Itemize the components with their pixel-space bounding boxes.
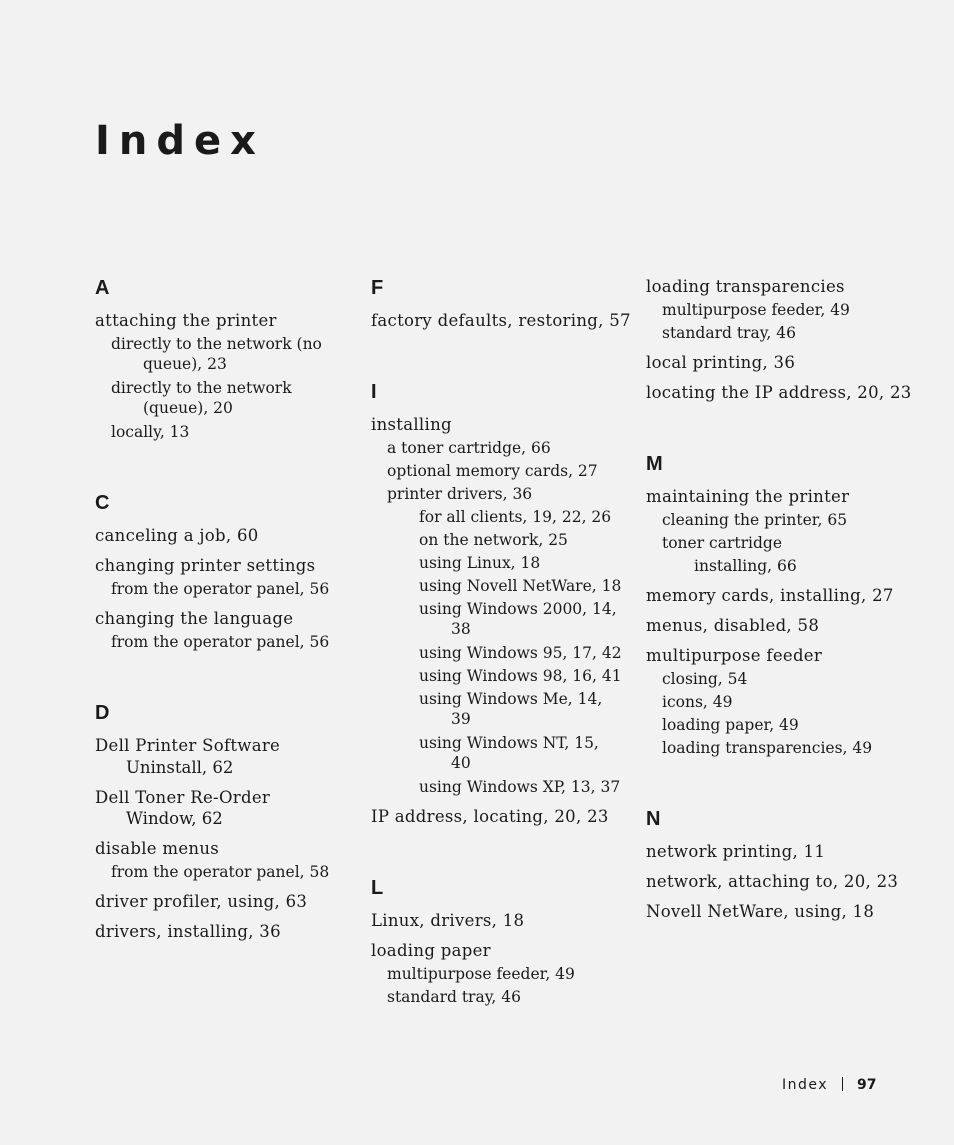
- index-subentry: standard tray, 46: [662, 324, 796, 342]
- index-subsubentry: using Windows 2000, 14,: [419, 600, 617, 618]
- index-subentry: multipurpose feeder, 49: [662, 301, 850, 319]
- index-subsubentry: using Windows XP, 13, 37: [419, 778, 621, 796]
- section-letter-f: F: [371, 277, 384, 299]
- index-subentry: a toner cartridge, 66: [387, 439, 551, 457]
- index-subentry: from the operator panel, 58: [111, 863, 330, 881]
- index-entry: memory cards, installing, 27: [646, 586, 894, 605]
- index-subentry: multipurpose feeder, 49: [387, 965, 575, 983]
- footer-divider: [842, 1077, 843, 1091]
- page-title: Index: [95, 118, 265, 164]
- index-subsubentry: using Linux, 18: [419, 554, 541, 572]
- index-entry-continuation: Uninstall, 62: [126, 758, 234, 777]
- index-subentry: loading transparencies, 49: [662, 739, 873, 757]
- index-subentry: from the operator panel, 56: [111, 580, 330, 598]
- index-subsubentry-continuation: 38: [451, 620, 471, 638]
- section-letter-i: I: [371, 381, 377, 403]
- page-number: 97: [857, 1077, 877, 1093]
- index-entry: installing: [371, 415, 452, 434]
- section-letter-n: N: [646, 808, 661, 830]
- index-entry: IP address, locating, 20, 23: [371, 807, 609, 826]
- section-letter-m: M: [646, 453, 663, 475]
- index-subentry: toner cartridge: [662, 534, 782, 552]
- index-subentry-continuation: queue), 23: [143, 355, 227, 373]
- index-entry: locating the IP address, 20, 23: [646, 383, 912, 402]
- index-subsubentry: using Windows Me, 14,: [419, 690, 603, 708]
- index-entry: local printing, 36: [646, 353, 796, 372]
- index-subentry: loading paper, 49: [662, 716, 799, 734]
- section-letter-l: L: [371, 877, 384, 899]
- index-entry: factory defaults, restoring, 57: [371, 311, 631, 330]
- index-entry: Novell NetWare, using, 18: [646, 902, 875, 921]
- section-letter-a: A: [95, 277, 110, 299]
- index-subentry: locally, 13: [111, 423, 190, 441]
- index-entry: maintaining the printer: [646, 487, 850, 506]
- index-entry-continuation: Window, 62: [126, 809, 223, 828]
- index-entry: canceling a job, 60: [95, 526, 259, 545]
- index-entry: changing the language: [95, 609, 294, 628]
- index-subsubentry: using Windows 98, 16, 41: [419, 667, 622, 685]
- index-subsubentry: using Windows 95, 17, 42: [419, 644, 622, 662]
- page-footer: [782, 1076, 877, 1094]
- index-subsubentry: installing, 66: [694, 557, 797, 575]
- index-subsubentry: using Novell NetWare, 18: [419, 577, 622, 595]
- index-entry: Dell Toner Re-Order: [95, 788, 271, 807]
- index-entry: multipurpose feeder: [646, 646, 823, 665]
- index-entry: Linux, drivers, 18: [371, 911, 525, 930]
- index-subentry: from the operator panel, 56: [111, 633, 330, 651]
- index-entry: drivers, installing, 36: [95, 922, 281, 941]
- index-entry: attaching the printer: [95, 311, 277, 330]
- index-subentry: directly to the network (no: [111, 335, 322, 353]
- index-entry: network, attaching to, 20, 23: [646, 872, 899, 891]
- section-letter-d: D: [95, 702, 110, 724]
- index-entry: network printing, 11: [646, 842, 826, 861]
- index-subsubentry: for all clients, 19, 22, 26: [419, 508, 612, 526]
- index-subentry: standard tray, 46: [387, 988, 521, 1006]
- index-subsubentry-continuation: 39: [451, 710, 471, 728]
- index-subentry: icons, 49: [662, 693, 733, 711]
- index-entry: loading transparencies: [646, 277, 845, 296]
- index-subentry: printer drivers, 36: [387, 485, 533, 503]
- index-entry: driver profiler, using, 63: [95, 892, 308, 911]
- footer-section-label: Index: [782, 1077, 829, 1093]
- index-subsubentry-continuation: 40: [451, 754, 471, 772]
- index-subsubentry: using Windows NT, 15,: [419, 734, 599, 752]
- index-subentry-continuation: (queue), 20: [143, 399, 233, 417]
- index-entry: Dell Printer Software: [95, 736, 281, 755]
- index-subsubentry: on the network, 25: [419, 531, 568, 549]
- index-entry: loading paper: [371, 941, 491, 960]
- index-subentry: optional memory cards, 27: [387, 462, 598, 480]
- section-letter-c: C: [95, 492, 110, 514]
- index-subentry: directly to the network: [111, 379, 292, 397]
- index-entry: menus, disabled, 58: [646, 616, 820, 635]
- index-entry: disable menus: [95, 839, 220, 858]
- index-entry: changing printer settings: [95, 556, 316, 575]
- index-subentry: cleaning the printer, 65: [662, 511, 848, 529]
- index-subentry: closing, 54: [662, 670, 748, 688]
